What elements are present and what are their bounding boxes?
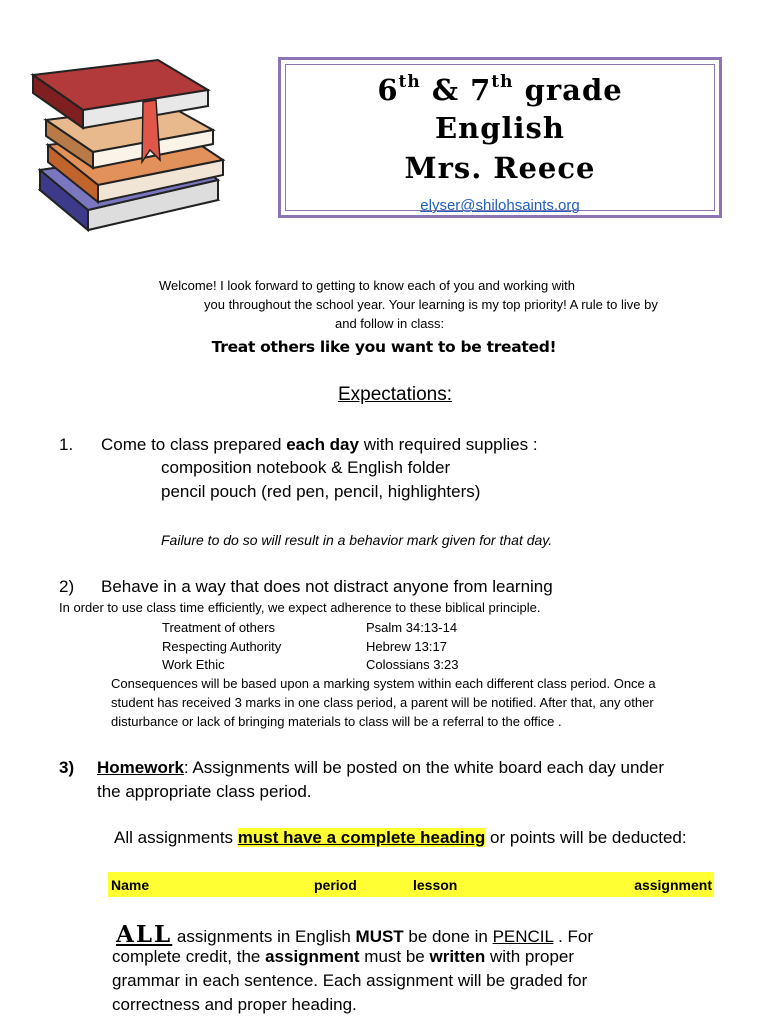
principle-ref: Hebrew 13:17 (366, 639, 447, 654)
item-3-number: 3) (59, 758, 75, 777)
item-2-number: 2) (59, 577, 75, 596)
consequence-line-3: disturbance or lack of bringing materials to class will be a referral to the office . (111, 714, 562, 729)
item-1-number: 1. (59, 435, 74, 454)
pencil-rule-line-4: correctness and proper heading. (112, 995, 357, 1014)
principle-name: Respecting Authority (162, 639, 282, 654)
class-rule: Treat others like you want to be treated! (211, 338, 557, 356)
consequence-line-1: Consequences will be based upon a marking system within each different class period. Once a (111, 676, 656, 691)
welcome-line-2: you throughout the school year. Your learning is my top priority! A rule to live by (204, 297, 658, 312)
books-clipart (28, 50, 238, 240)
supply-1: composition notebook & English folder (161, 458, 451, 477)
email-link[interactable]: elyser@shilohsaints.org (420, 197, 580, 214)
item-2-text: Behave in a way that does not distract anyone from learning (101, 577, 553, 596)
teacher-name: Mrs. Reece (404, 151, 596, 185)
supply-2: pencil pouch (red pen, pencil, highlighters) (161, 482, 481, 501)
principle-ref: Colossians 3:23 (366, 657, 459, 672)
pencil-rule-line-3: grammar in each sentence. Each assignment will be graded for (112, 971, 588, 990)
heading-field-lesson: lesson (413, 877, 458, 893)
principles-intro: In order to use class time efficiently, we expect adherence to these biblical principle. (59, 600, 541, 615)
principle-name: Work Ethic (162, 657, 225, 672)
heading-requirement: All assignments must have a complete heading or points will be deducted: (114, 828, 687, 847)
pencil-rule-line-2: complete credit, the assignment must be written with proper (112, 947, 575, 966)
heading-field-name: Name (111, 877, 150, 893)
homework-line-1: Homework: Assignments will be posted on the white board each day under (97, 758, 664, 777)
subject-title: English (435, 111, 565, 145)
heading-template-bar (108, 872, 714, 897)
principle-ref: Psalm 34:13-14 (366, 620, 458, 635)
grade-title: 6th & 7th grade (377, 72, 623, 107)
failure-note: Failure to do so will result in a behavior mark given for that day. (161, 532, 553, 548)
homework-line-2: the appropriate class period. (97, 782, 312, 801)
heading-field-period: period (314, 877, 357, 893)
heading-field-assignment: assignment (634, 877, 712, 893)
welcome-line-3: and follow in class: (335, 316, 445, 331)
item-1-text: Come to class prepared each day with required supplies : (101, 435, 538, 454)
pencil-rule-line-1: ALL assignments in English MUST be done in PENCIL . For (116, 921, 594, 948)
title-box (278, 57, 722, 218)
principle-name: Treatment of others (162, 620, 275, 635)
consequence-line-2: student has received 3 marks in one class period, a parent will be notified. After that, any other (111, 695, 654, 710)
expectations-heading: Expectations: (337, 384, 453, 405)
welcome-line-1: Welcome! I look forward to getting to know each of you and working with (159, 278, 575, 293)
